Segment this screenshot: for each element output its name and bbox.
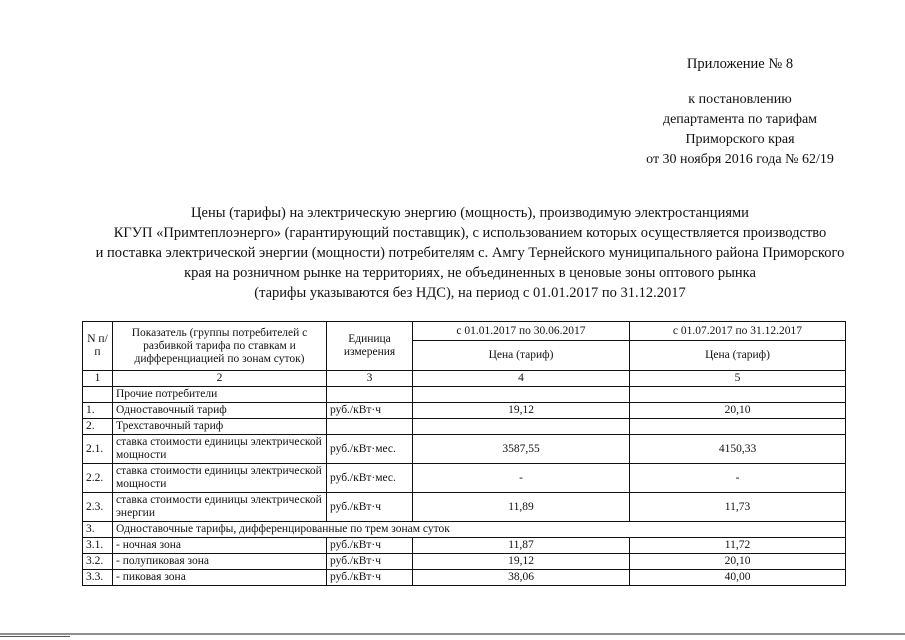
title-line: Цены (тарифы) на электрическую энергию (мощность), производимую электростанциями xyxy=(191,205,749,221)
row-value-2 xyxy=(630,419,846,435)
row-value-1: 19,12 xyxy=(413,403,630,419)
column-numbers-row xyxy=(83,371,846,387)
column-number: 5 xyxy=(630,371,846,387)
row-unit: руб./кВт·ч xyxy=(327,538,413,554)
table-cell xyxy=(630,387,846,403)
row-unit: руб./кВт·ч xyxy=(327,493,413,522)
title-line: края на розничном рынке на территориях, не объединенных в ценовые зоны оптового рынка xyxy=(184,265,756,281)
decree-line: от 30 ноября 2016 года № 62/19 xyxy=(646,152,834,167)
row-value-1 xyxy=(413,419,630,435)
tariff-table xyxy=(82,321,846,586)
row-value-2: - xyxy=(630,464,846,493)
row-indicator: Одноставочный тариф xyxy=(113,403,327,419)
table-cell xyxy=(83,387,113,403)
table-row xyxy=(83,554,846,570)
decree-reference xyxy=(620,90,860,170)
row-number: 2.3. xyxy=(83,493,113,522)
zones-group-label: Одноставочные тарифы, дифференцированные по трем зонам суток xyxy=(113,522,846,538)
header-period-1: с 01.01.2017 по 30.06.2017 xyxy=(413,322,630,341)
row-unit: руб./кВт·ч xyxy=(327,570,413,586)
row-value-1: 11,89 xyxy=(413,493,630,522)
row-indicator: ставка стоимости единицы электрической мощности xyxy=(113,435,327,464)
row-indicator: ставка стоимости единицы электрической мощности xyxy=(113,464,327,493)
group-label: Прочие потребители xyxy=(113,387,327,403)
row-indicator: ставка стоимости единицы электрической энергии xyxy=(113,493,327,522)
row-value-2: 11,72 xyxy=(630,538,846,554)
appendix-number: Приложение № 8 xyxy=(686,56,794,72)
column-number: 3 xyxy=(327,371,413,387)
row-value-1: 38,06 xyxy=(413,570,630,586)
row-indicator: Трехставочный тариф xyxy=(113,419,327,435)
table-row xyxy=(83,538,846,554)
scan-edge-line xyxy=(0,633,905,635)
row-indicator: - ночная зона xyxy=(113,538,327,554)
row-value-2: 11,73 xyxy=(630,493,846,522)
table-row xyxy=(83,403,846,419)
title-line: КГУП «Примтеплоэнерго» (гарантирующий поставщик), с использованием которых осуществляется производство xyxy=(113,225,827,241)
table-row xyxy=(83,570,846,586)
table-cell xyxy=(327,387,413,403)
table-row xyxy=(83,493,846,522)
header-indicator: Показатель (группы потребителей с разбивкой тарифа по ставкам и дифференциацией по зонам суток) xyxy=(113,322,327,371)
title-line: и поставка электрической энергии (мощности) потребителям с. Амгу Тернейского муниципального района Приморского xyxy=(95,245,845,261)
row-value-2: 4150,33 xyxy=(630,435,846,464)
group-row xyxy=(83,387,846,403)
row-indicator: - полупиковая зона xyxy=(113,554,327,570)
row-value-1: - xyxy=(413,464,630,493)
row-value-1: 3587,55 xyxy=(413,435,630,464)
row-unit xyxy=(327,419,413,435)
table-row xyxy=(83,419,846,435)
row-number: 3.3. xyxy=(83,570,113,586)
row-value-1: 11,87 xyxy=(413,538,630,554)
document-title xyxy=(60,203,880,303)
header-period-2: с 01.07.2017 по 31.12.2017 xyxy=(630,322,846,341)
row-value-2: 40,00 xyxy=(630,570,846,586)
decree-line: департамента по тарифам xyxy=(662,112,818,127)
column-number: 2 xyxy=(113,371,327,387)
row-value-2: 20,10 xyxy=(630,403,846,419)
column-number: 1 xyxy=(83,371,113,387)
row-number: 1. xyxy=(83,403,113,419)
table-cell xyxy=(413,387,630,403)
row-indicator: - пиковая зона xyxy=(113,570,327,586)
row-unit: руб./кВт·ч xyxy=(327,403,413,419)
decree-line: Приморского края xyxy=(685,132,795,147)
row-unit: руб./кВт·ч xyxy=(327,554,413,570)
header-num: N п/п xyxy=(83,322,113,371)
row-number: 2.1. xyxy=(83,435,113,464)
row-number: 2. xyxy=(83,419,113,435)
row-value-1: 19,12 xyxy=(413,554,630,570)
header-unit: Единица измерения xyxy=(327,322,413,371)
table-row xyxy=(83,435,846,464)
row-number: 3. xyxy=(83,522,113,538)
zones-group-row xyxy=(83,522,846,538)
row-unit: руб./кВт·мес. xyxy=(327,464,413,493)
decree-line: к постановлению xyxy=(688,92,792,107)
row-number: 3.2. xyxy=(83,554,113,570)
title-line: (тарифы указываются без НДС), на период с 01.01.2017 по 31.12.2017 xyxy=(254,285,686,301)
header-price-2: Цена (тариф) xyxy=(630,341,846,371)
row-value-2: 20,10 xyxy=(630,554,846,570)
row-unit: руб./кВт·мес. xyxy=(327,435,413,464)
header-price-1: Цена (тариф) xyxy=(413,341,630,371)
scan-edge-line xyxy=(0,636,70,637)
column-number: 4 xyxy=(413,371,630,387)
table-row xyxy=(83,464,846,493)
row-number: 2.2. xyxy=(83,464,113,493)
table-header-row xyxy=(83,322,846,341)
row-number: 3.1. xyxy=(83,538,113,554)
